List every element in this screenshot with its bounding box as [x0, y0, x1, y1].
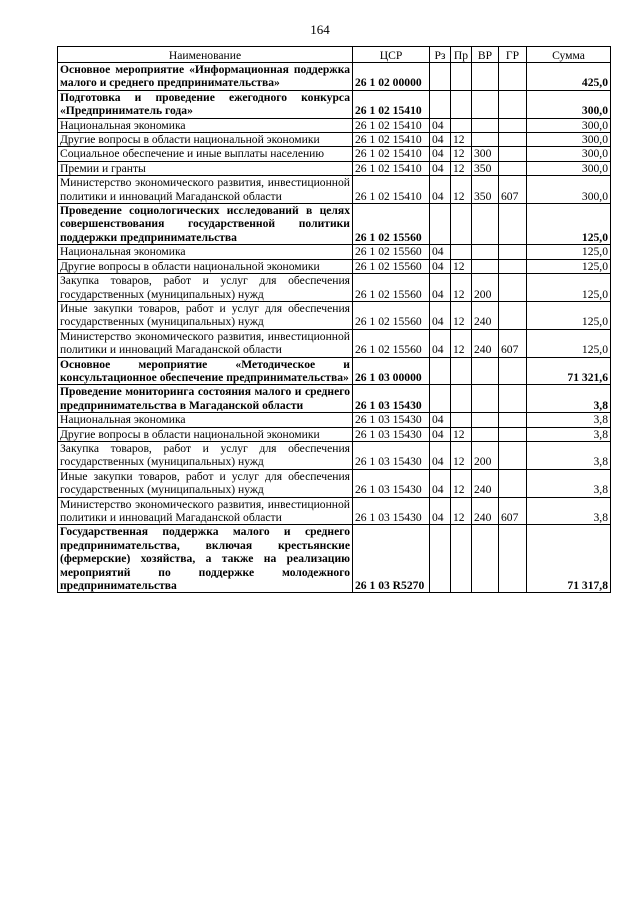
- table-row: [58, 245, 611, 259]
- cell-name: Национальная экономика: [58, 413, 353, 427]
- cell-csr: 26 1 02 15560: [353, 301, 430, 329]
- cell-csr: 26 1 02 15410: [353, 161, 430, 175]
- cell-vr: [472, 90, 499, 118]
- cell-rz: [430, 90, 451, 118]
- cell-rz: 04: [430, 147, 451, 161]
- cell-vr: [472, 245, 499, 259]
- cell-pr: 12: [451, 259, 472, 273]
- cell-sum: 3,8: [527, 441, 611, 469]
- header-gr: ГР: [499, 47, 527, 63]
- cell-vr: 350: [472, 176, 499, 204]
- cell-sum: 3,8: [527, 385, 611, 413]
- cell-name: Другие вопросы в области национальной экономики: [58, 259, 353, 273]
- cell-pr: [451, 63, 472, 91]
- cell-pr: 12: [451, 176, 472, 204]
- cell-rz: [430, 63, 451, 91]
- cell-vr: [472, 63, 499, 91]
- table-row: [58, 259, 611, 273]
- cell-csr: 26 1 02 15560: [353, 259, 430, 273]
- cell-csr: 26 1 03 15430: [353, 441, 430, 469]
- cell-rz: [430, 204, 451, 245]
- cell-sum: 300,0: [527, 147, 611, 161]
- cell-gr: [499, 441, 527, 469]
- cell-name: Другие вопросы в области национальной экономики: [58, 427, 353, 441]
- cell-rz: 04: [430, 274, 451, 302]
- cell-rz: [430, 385, 451, 413]
- header-pr: Пр: [451, 47, 472, 63]
- cell-vr: [472, 357, 499, 385]
- cell-gr: [499, 118, 527, 132]
- cell-vr: [472, 385, 499, 413]
- cell-gr: [499, 525, 527, 593]
- cell-vr: [472, 133, 499, 147]
- cell-sum: 125,0: [527, 274, 611, 302]
- cell-rz: [430, 525, 451, 593]
- table-row: [58, 525, 611, 593]
- cell-gr: [499, 427, 527, 441]
- cell-pr: 12: [451, 133, 472, 147]
- cell-vr: 300: [472, 147, 499, 161]
- cell-pr: 12: [451, 441, 472, 469]
- table-row: [58, 274, 611, 302]
- cell-pr: [451, 204, 472, 245]
- cell-name: Министерство экономического развития, инвестиционной политики и инноваций Магаданской области: [58, 176, 353, 204]
- cell-gr: [499, 90, 527, 118]
- cell-csr: 26 1 03 15430: [353, 427, 430, 441]
- table-row: [58, 118, 611, 132]
- cell-sum: 3,8: [527, 469, 611, 497]
- cell-csr: 26 1 02 15560: [353, 274, 430, 302]
- table-row: [58, 161, 611, 175]
- table-row: [58, 90, 611, 118]
- table-row: [58, 133, 611, 147]
- cell-vr: [472, 525, 499, 593]
- cell-gr: [499, 469, 527, 497]
- cell-sum: 71 321,6: [527, 357, 611, 385]
- cell-gr: 607: [499, 497, 527, 525]
- cell-csr: 26 1 02 00000: [353, 63, 430, 91]
- budget-table: [57, 46, 611, 593]
- cell-rz: [430, 357, 451, 385]
- cell-csr: 26 1 02 15560: [353, 204, 430, 245]
- cell-pr: [451, 413, 472, 427]
- cell-gr: [499, 245, 527, 259]
- cell-vr: 240: [472, 497, 499, 525]
- table-body: [58, 63, 611, 593]
- cell-gr: [499, 301, 527, 329]
- cell-sum: 300,0: [527, 133, 611, 147]
- cell-csr: 26 1 03 R5270: [353, 525, 430, 593]
- cell-name: Проведение мониторинга состояния малого и среднего предпринимательства в Магаданской области: [58, 385, 353, 413]
- cell-gr: 607: [499, 176, 527, 204]
- cell-vr: [472, 259, 499, 273]
- cell-csr: 26 1 02 15410: [353, 133, 430, 147]
- cell-csr: 26 1 03 15430: [353, 469, 430, 497]
- cell-sum: 125,0: [527, 301, 611, 329]
- cell-pr: [451, 525, 472, 593]
- cell-sum: 300,0: [527, 161, 611, 175]
- cell-csr: 26 1 03 15430: [353, 385, 430, 413]
- cell-sum: 300,0: [527, 118, 611, 132]
- table-row: [58, 301, 611, 329]
- cell-rz: 04: [430, 118, 451, 132]
- cell-sum: 125,0: [527, 259, 611, 273]
- cell-vr: 200: [472, 441, 499, 469]
- cell-pr: 12: [451, 301, 472, 329]
- cell-csr: 26 1 02 15560: [353, 329, 430, 357]
- cell-pr: [451, 118, 472, 132]
- cell-vr: [472, 118, 499, 132]
- cell-csr: 26 1 03 00000: [353, 357, 430, 385]
- cell-pr: [451, 90, 472, 118]
- table-row: [58, 63, 611, 91]
- cell-name: Закупка товаров, работ и услуг для обеспечения государственных (муниципальных) нужд: [58, 441, 353, 469]
- table-row: [58, 147, 611, 161]
- cell-vr: 240: [472, 469, 499, 497]
- cell-name: Премии и гранты: [58, 161, 353, 175]
- cell-name: Национальная экономика: [58, 118, 353, 132]
- cell-pr: [451, 357, 472, 385]
- cell-csr: 26 1 02 15410: [353, 90, 430, 118]
- cell-vr: [472, 204, 499, 245]
- cell-gr: [499, 147, 527, 161]
- cell-name: Иные закупки товаров, работ и услуг для обеспечения государственных (муниципальных) нужд: [58, 469, 353, 497]
- cell-rz: 04: [430, 301, 451, 329]
- cell-vr: [472, 427, 499, 441]
- cell-sum: 300,0: [527, 176, 611, 204]
- table-row: [58, 427, 611, 441]
- header-csr: ЦСР: [353, 47, 430, 63]
- cell-name: Министерство экономического развития, инвестиционной политики и инноваций Магаданской области: [58, 497, 353, 525]
- cell-name: Социальное обеспечение и иные выплаты населению: [58, 147, 353, 161]
- cell-pr: 12: [451, 469, 472, 497]
- table-row: [58, 413, 611, 427]
- cell-pr: 12: [451, 497, 472, 525]
- cell-csr: 26 1 02 15560: [353, 245, 430, 259]
- cell-rz: 04: [430, 329, 451, 357]
- header-rz: Рз: [430, 47, 451, 63]
- cell-vr: 200: [472, 274, 499, 302]
- table-header-row: [58, 47, 611, 63]
- cell-gr: 607: [499, 329, 527, 357]
- cell-gr: [499, 204, 527, 245]
- cell-sum: 125,0: [527, 204, 611, 245]
- cell-rz: 04: [430, 176, 451, 204]
- cell-rz: 04: [430, 427, 451, 441]
- cell-name: Подготовка и проведение ежегодного конкурса «Предприниматель года»: [58, 90, 353, 118]
- cell-pr: [451, 385, 472, 413]
- cell-gr: [499, 161, 527, 175]
- table-row: [58, 441, 611, 469]
- cell-vr: 240: [472, 301, 499, 329]
- cell-csr: 26 1 03 15430: [353, 497, 430, 525]
- header-vr: ВР: [472, 47, 499, 63]
- cell-name: Государственная поддержка малого и среднего предпринимательства, включая крестьянские (фермерские) хозяйства, а также на реализацию мероприятий по поддержке молодежного предпринимательства: [58, 525, 353, 593]
- cell-csr: 26 1 02 15410: [353, 118, 430, 132]
- cell-sum: 71 317,8: [527, 525, 611, 593]
- cell-gr: [499, 385, 527, 413]
- table-row: [58, 385, 611, 413]
- cell-gr: [499, 63, 527, 91]
- cell-csr: 26 1 02 15410: [353, 176, 430, 204]
- cell-gr: [499, 413, 527, 427]
- cell-vr: 240: [472, 329, 499, 357]
- cell-name: Закупка товаров, работ и услуг для обеспечения государственных (муниципальных) нужд: [58, 274, 353, 302]
- cell-rz: 04: [430, 441, 451, 469]
- cell-pr: 12: [451, 427, 472, 441]
- header-name: Наименование: [58, 47, 353, 63]
- cell-pr: 12: [451, 329, 472, 357]
- header-sum: Сумма: [527, 47, 611, 63]
- cell-sum: 3,8: [527, 413, 611, 427]
- cell-name: Основное мероприятие «Методическое и консультационное обеспечение предпринимательства»: [58, 357, 353, 385]
- cell-sum: 425,0: [527, 63, 611, 91]
- cell-rz: 04: [430, 133, 451, 147]
- table-row: [58, 357, 611, 385]
- cell-pr: 12: [451, 161, 472, 175]
- cell-sum: 300,0: [527, 90, 611, 118]
- cell-csr: 26 1 03 15430: [353, 413, 430, 427]
- cell-gr: [499, 133, 527, 147]
- cell-gr: [499, 357, 527, 385]
- cell-rz: 04: [430, 469, 451, 497]
- table-row: [58, 469, 611, 497]
- cell-pr: 12: [451, 274, 472, 302]
- cell-name: Проведение социологических исследований в целях совершенствования государственной политики поддержки предпринимательства: [58, 204, 353, 245]
- table-row: [58, 176, 611, 204]
- cell-pr: [451, 245, 472, 259]
- cell-name: Иные закупки товаров, работ и услуг для обеспечения государственных (муниципальных) нужд: [58, 301, 353, 329]
- cell-csr: 26 1 02 15410: [353, 147, 430, 161]
- table-row: [58, 329, 611, 357]
- cell-sum: 3,8: [527, 427, 611, 441]
- cell-name: Основное мероприятие «Информационная поддержка малого и среднего предпринимательства»: [58, 63, 353, 91]
- cell-gr: [499, 274, 527, 302]
- cell-rz: 04: [430, 245, 451, 259]
- cell-pr: 12: [451, 147, 472, 161]
- cell-sum: 3,8: [527, 497, 611, 525]
- cell-vr: 350: [472, 161, 499, 175]
- cell-rz: 04: [430, 497, 451, 525]
- cell-gr: [499, 259, 527, 273]
- table-row: [58, 204, 611, 245]
- cell-rz: 04: [430, 161, 451, 175]
- table-row: [58, 497, 611, 525]
- cell-name: Министерство экономического развития, инвестиционной политики и инноваций Магаданской области: [58, 329, 353, 357]
- cell-sum: 125,0: [527, 245, 611, 259]
- page-number: 164: [310, 22, 330, 37]
- cell-name: Национальная экономика: [58, 245, 353, 259]
- cell-sum: 125,0: [527, 329, 611, 357]
- cell-rz: 04: [430, 413, 451, 427]
- cell-name: Другие вопросы в области национальной экономики: [58, 133, 353, 147]
- cell-rz: 04: [430, 259, 451, 273]
- cell-vr: [472, 413, 499, 427]
